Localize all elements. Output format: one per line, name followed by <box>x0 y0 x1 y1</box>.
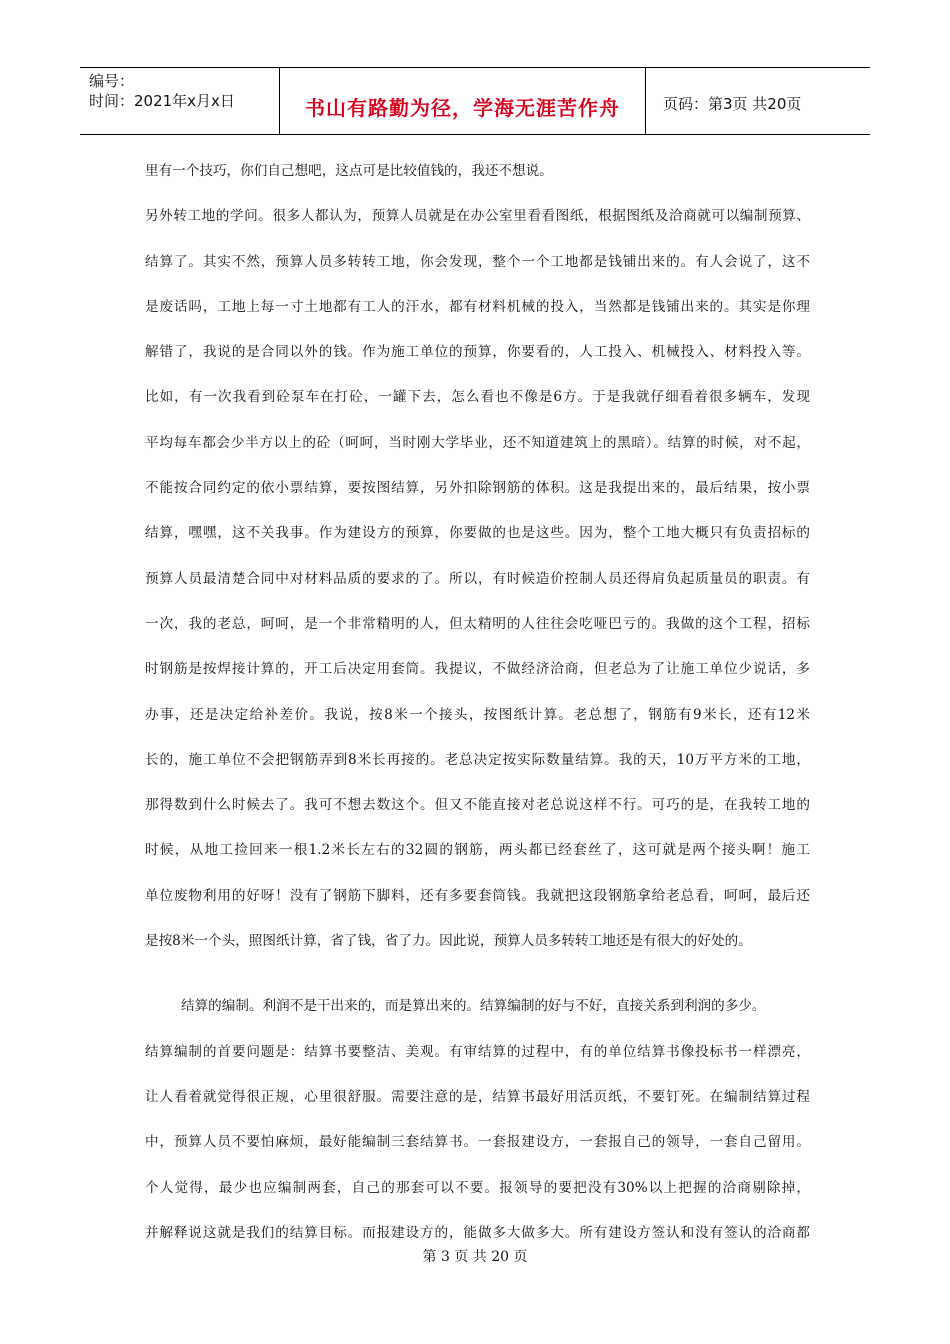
text-line: 单位废物利用的好呀！没有了钢筋下脚料，还有多要套筒钱。我就把这段钢筋拿给老总看，呵呵，最后还 <box>145 887 810 904</box>
text-line: 时钢筋是按焊接计算的，开工后决定用套筒。我提议，不做经济洽商，但老总为了让施工单位少说话，多 <box>145 661 810 678</box>
text-line: 一次，我的老总，呵呵，是一个非常精明的人，但太精明的人往往会吃哑巴亏的。我做的这个工程，招标 <box>145 615 810 632</box>
header-meta-cell <box>80 68 280 134</box>
text-line: 比如，有一次我看到砼泵车在打砼，一罐下去，怎么看也不像是6方。于是我就仔细看着很多辆车，发现 <box>145 389 810 406</box>
text-line: 预算人员最清楚合同中对材料品质的要求的了。所以，有时候造价控制人员还得肩负起质量员的职责。有 <box>145 570 810 587</box>
document-header <box>80 67 870 135</box>
text-line: 是废话吗，工地上每一寸土地都有工人的汗水，都有材料机械的投入，当然都是钱铺出来的。其实是你理 <box>145 298 810 315</box>
text-line: 并解释说这就是我们的结算目标。而报建设方的，能做多大做多大。所有建设方签认和没有签认的洽商都 <box>145 1224 810 1241</box>
document-body <box>145 158 810 1265</box>
header-motto-cell <box>280 68 646 134</box>
text-line: 那得数到什么时候去了。我可不想去数这个。但又不能直接对老总说这样不行。可巧的是，在我转工地的 <box>145 797 810 814</box>
page-footer: 第 3 页 共 20 页 <box>422 1249 528 1265</box>
text-line: 个人觉得，最少也应编制两套，自己的那套可以不要。报领导的要把没有30%以上把握的洽商剔除掉， <box>145 1179 810 1196</box>
header-page-cell <box>646 68 870 134</box>
header-motto: 书山有路勤为径，学海无涯苦作舟 <box>305 96 620 120</box>
text-line: 结算编制的首要问题是：结算书要整洁、美观。有审结算的过程中，有的单位结算书像投标书一样漂亮， <box>145 1043 810 1060</box>
header-page-code: 页码：第3页 共20页 <box>663 95 802 113</box>
text-line: 里有一个技巧，你们自己想吧，这点可是比较值钱的，我还不想说。 <box>145 163 553 179</box>
text-line: 让人看着就觉得很正规，心里很舒服。需要注意的是，结算书最好用活页纸，不要钉死。在编制结算过程 <box>145 1088 810 1105</box>
text-line: 中，预算人员不要怕麻烦，最好能编制三套结算书。一套报建设方，一套报自己的领导，一套自己留用。 <box>145 1134 810 1151</box>
text-line: 时候，从地工捡回来一根1.2米长左右的32圆的钢筋，两头都已经套丝了，这可就是两个接头啊！施工 <box>145 842 810 859</box>
text-line: 结算，嘿嘿，这不关我事。作为建设方的预算，你要做的也是这些。因为，整个工地大概只有负责招标的 <box>145 525 810 542</box>
document-number-label: 编号： <box>89 72 135 90</box>
text-line: 不能按合同约定的依小票结算，要按图结算，另外扣除钢筋的体积。这是我提出来的，最后结果，按小票 <box>145 480 810 497</box>
text-line: 解错了，我说的是合同以外的钱。作为施工单位的预算，你要看的，人工投入、机械投入、材料投入等。 <box>145 344 810 361</box>
text-line: 是按8米一个头，照图纸计算，省了钱，省了力。因此说，预算人员多转转工地还是有很大的好处的。 <box>145 933 752 950</box>
text-line: 办事，还是决定给补差价。我说，按8米一个接头，按图纸计算。老总想了，钢筋有9米长，还有12米 <box>145 706 810 723</box>
text-line: 结算了。其实不然，预算人员多转转工地，你会发现，整个一个工地都是钱铺出来的。有人会说了，这不 <box>145 253 810 270</box>
document-date: 时间：2021年x月x日 <box>89 92 235 110</box>
text-line: 平均每车都会少半方以上的砼（呵呵，当时刚大学毕业，还不知道建筑上的黑暗）。结算的时候，对不起， <box>145 434 810 451</box>
text-line: 结算的编制。利润不是干出来的，而是算出来的。结算编制的好与不好，直接关系到利润的多少。 <box>181 998 766 1015</box>
text-line: 长的，施工单位不会把钢筋弄到8米长再接的。老总决定按实际数量结算。我的天，10万平方米的工地， <box>145 751 810 768</box>
paragraph-gap <box>145 973 810 993</box>
text-line: 另外转工地的学问。很多人都认为，预算人员就是在办公室里看看图纸，根据图纸及洽商就可以编制预算、 <box>145 208 810 225</box>
